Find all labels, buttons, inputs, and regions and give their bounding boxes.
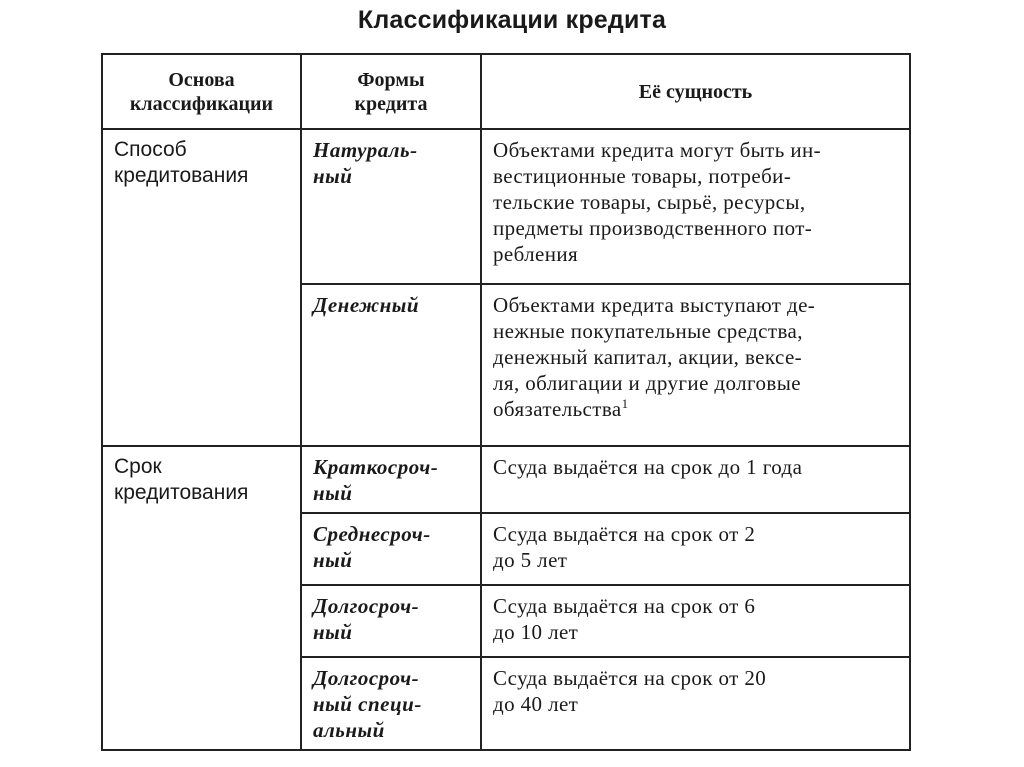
credit-essence-line	[493, 619, 901, 645]
credit-essence-text: Ссуда выдаётся на срок до 1 года	[493, 455, 803, 479]
header-forms-line: кредита	[354, 92, 428, 115]
header-forms-line: Формы	[357, 68, 425, 91]
credit-classification-table	[101, 53, 911, 751]
credit-essence-text: до 10 лет	[493, 620, 579, 644]
credit-essence-line	[493, 318, 901, 344]
credit-form-line: ный специ-	[313, 692, 422, 716]
credit-form-line: Долгосроч-	[313, 666, 420, 690]
table-header-row	[102, 54, 910, 129]
header-forms	[301, 54, 481, 129]
credit-form-cell	[301, 513, 481, 585]
credit-form-line: ный	[313, 620, 353, 644]
credit-form-line: альный	[313, 718, 385, 742]
credit-essence-line	[493, 396, 901, 422]
credit-essence-text: Ссуда выдаётся на срок от 6	[493, 594, 756, 618]
credit-essence-line	[493, 344, 901, 370]
credit-form-cell	[301, 585, 481, 657]
credit-essence-line	[493, 163, 901, 189]
credit-essence-text: обязательства	[493, 397, 622, 421]
classification-basis-cell	[102, 129, 301, 446]
credit-essence-line	[493, 547, 901, 573]
credit-essence-text: вестиционные товары, потреби-	[493, 164, 792, 188]
credit-essence-text: ля, облигации и другие долговые	[493, 371, 801, 395]
classification-basis-line: кредитования	[114, 481, 249, 504]
credit-form-line: Денежный	[313, 293, 420, 317]
credit-form-line: Натураль-	[313, 138, 418, 162]
credit-essence-text: Ссуда выдаётся на срок от 2	[493, 522, 756, 546]
credit-essence-line	[493, 593, 901, 619]
credit-essence-line	[493, 454, 901, 480]
footnote-marker: 1	[621, 396, 629, 411]
credit-essence-text: предметы производственного пот-	[493, 216, 813, 240]
credit-form-line: Долгосроч-	[313, 594, 420, 618]
classification-basis-line: кредитования	[114, 164, 249, 187]
header-basis-line: классификации	[129, 92, 274, 115]
credit-essence-cell	[481, 513, 910, 585]
credit-form-line: Краткосроч-	[313, 455, 439, 479]
credit-essence-text: нежные покупательные средства,	[493, 319, 803, 343]
classification-basis-cell	[102, 446, 301, 750]
classification-basis-line: Способ	[114, 138, 187, 161]
credit-essence-line	[493, 691, 901, 717]
credit-essence-text: Ссуда выдаётся на срок от 20	[493, 666, 767, 690]
credit-essence-cell	[481, 284, 910, 446]
credit-essence-text: тельские товары, сырьё, ресурсы,	[493, 190, 806, 214]
credit-essence-cell	[481, 657, 910, 750]
table-row	[102, 446, 910, 513]
credit-form-cell	[301, 446, 481, 513]
credit-essence-line	[493, 215, 901, 241]
credit-essence-line	[493, 189, 901, 215]
credit-form-cell	[301, 657, 481, 750]
credit-essence-text: денежный капитал, акции, вексе-	[493, 345, 803, 369]
credit-form-line: ный	[313, 548, 353, 572]
header-basis-line: Основа	[168, 68, 235, 91]
credit-essence-text: до 5 лет	[493, 548, 568, 572]
header-basis	[102, 54, 301, 129]
credit-essence-cell	[481, 446, 910, 513]
credit-essence-cell	[481, 585, 910, 657]
credit-essence-line	[493, 241, 901, 267]
credit-form-line: Среднесроч-	[313, 522, 431, 546]
credit-form-cell	[301, 284, 481, 446]
table-row	[102, 129, 910, 284]
credit-essence-text: Объектами кредита выступают де-	[493, 293, 816, 317]
credit-essence-text: до 40 лет	[493, 692, 579, 716]
classification-basis-line: Срок	[114, 455, 162, 478]
credit-essence-text: Объектами кредита могут быть ин-	[493, 138, 822, 162]
credit-essence-line	[493, 292, 901, 318]
credit-essence-line	[493, 137, 901, 163]
header-essence: Её сущность	[481, 54, 910, 129]
credit-essence-line	[493, 370, 901, 396]
credit-essence-line	[493, 665, 901, 691]
page-title: Классификации кредита	[357, 6, 667, 34]
credit-form-line: ный	[313, 481, 353, 505]
credit-form-cell	[301, 129, 481, 284]
credit-form-line: ный	[313, 164, 353, 188]
credit-essence-cell	[481, 129, 910, 284]
credit-essence-line	[493, 521, 901, 547]
credit-essence-text: ребления	[493, 242, 579, 266]
